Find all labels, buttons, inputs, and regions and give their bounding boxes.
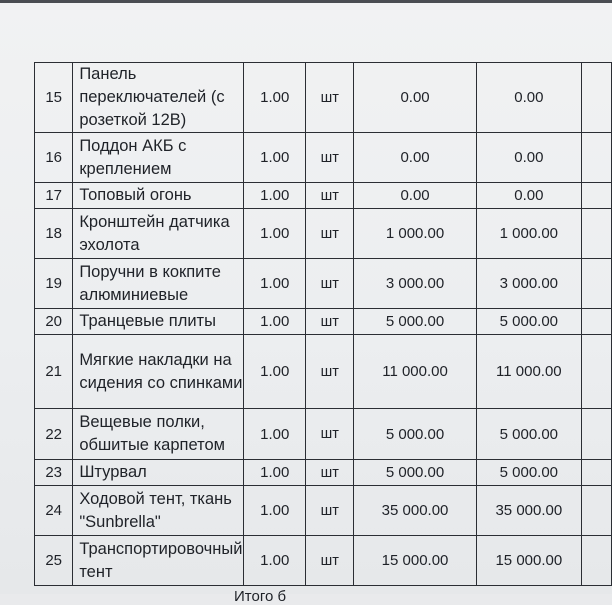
top-edge-bar [0, 0, 612, 3]
extra-cell [581, 309, 611, 335]
item-price: 0.00 [354, 63, 477, 133]
item-sum: 5 000.00 [476, 409, 581, 460]
item-sum: 5 000.00 [476, 309, 581, 335]
item-unit: шт [306, 259, 354, 309]
table-row [35, 209, 612, 259]
item-quantity: 1.00 [244, 309, 306, 335]
item-sum: 35 000.00 [476, 486, 581, 536]
row-number: 16 [35, 133, 73, 183]
item-price: 5 000.00 [354, 409, 477, 460]
extra-cell [581, 460, 611, 486]
row-number: 21 [35, 335, 73, 409]
table-row [35, 335, 612, 409]
item-unit: шт [306, 133, 354, 183]
extra-cell [581, 536, 611, 586]
item-quantity: 1.00 [244, 335, 306, 409]
row-number: 19 [35, 259, 73, 309]
item-quantity: 1.00 [244, 63, 306, 133]
table-row [35, 183, 612, 209]
item-quantity: 1.00 [244, 183, 306, 209]
table-row [35, 536, 612, 586]
item-sum: 15 000.00 [476, 536, 581, 586]
item-price: 1 000.00 [354, 209, 477, 259]
item-unit: шт [306, 183, 354, 209]
extra-cell [581, 209, 611, 259]
extra-cell [581, 409, 611, 460]
item-quantity: 1.00 [244, 486, 306, 536]
item-quantity: 1.00 [244, 536, 306, 586]
item-unit: шт [306, 335, 354, 409]
item-name: Панель переключателей (с розеткой 12В) [73, 63, 244, 133]
item-unit: шт [306, 486, 354, 536]
row-number: 22 [35, 409, 73, 460]
item-price: 0.00 [354, 183, 477, 209]
item-sum: 1 000.00 [476, 209, 581, 259]
table-row [35, 460, 612, 486]
table-row [35, 409, 612, 460]
row-number: 15 [35, 63, 73, 133]
item-unit: шт [306, 460, 354, 486]
row-number: 25 [35, 536, 73, 586]
item-name: Поддон АКБ с креплением [73, 133, 244, 183]
items-table [34, 62, 612, 586]
extra-cell [581, 183, 611, 209]
item-price: 5 000.00 [354, 460, 477, 486]
item-name: Поручни в кокпите алюминиевые [73, 259, 244, 309]
item-unit: шт [306, 309, 354, 335]
item-name: Транцевые плиты [73, 309, 244, 335]
item-sum: 5 000.00 [476, 460, 581, 486]
item-name: Ходовой тент, ткань "Sunbrella" [73, 486, 244, 536]
item-quantity: 1.00 [244, 259, 306, 309]
extra-cell [581, 486, 611, 536]
row-number: 17 [35, 183, 73, 209]
item-name: Транспортировочный тент [73, 536, 244, 586]
item-sum: 3 000.00 [476, 259, 581, 309]
table-row [35, 133, 612, 183]
item-quantity: 1.00 [244, 133, 306, 183]
item-price: 3 000.00 [354, 259, 477, 309]
item-unit: шт [306, 209, 354, 259]
extra-cell [581, 63, 611, 133]
row-number: 18 [35, 209, 73, 259]
item-price: 15 000.00 [354, 536, 477, 586]
item-unit: шт [306, 536, 354, 586]
item-quantity: 1.00 [244, 460, 306, 486]
total-label: Итого б [234, 588, 287, 605]
table-row [35, 259, 612, 309]
item-price: 0.00 [354, 133, 477, 183]
item-price: 35 000.00 [354, 486, 477, 536]
item-price: 11 000.00 [354, 335, 477, 409]
table-row [35, 309, 612, 335]
row-number: 23 [35, 460, 73, 486]
item-quantity: 1.00 [244, 209, 306, 259]
item-price: 5 000.00 [354, 309, 477, 335]
item-sum: 0.00 [476, 63, 581, 133]
item-name: Кронштейн датчика эхолота [73, 209, 244, 259]
item-unit: шт [306, 409, 354, 460]
row-number: 24 [35, 486, 73, 536]
item-name: Штурвал [73, 460, 244, 486]
item-name: Топовый огонь [73, 183, 244, 209]
item-name: Вещевые полки, обшитые карпетом [73, 409, 244, 460]
table-row [35, 486, 612, 536]
item-quantity: 1.00 [244, 409, 306, 460]
extra-cell [581, 259, 611, 309]
item-sum: 0.00 [476, 183, 581, 209]
item-unit: шт [306, 63, 354, 133]
item-sum: 11 000.00 [476, 335, 581, 409]
item-name: Мягкие накладки на сидения со спинками [73, 335, 244, 409]
extra-cell [581, 133, 611, 183]
table-row [35, 63, 612, 133]
extra-cell [581, 335, 611, 409]
row-number: 20 [35, 309, 73, 335]
item-sum: 0.00 [476, 133, 581, 183]
